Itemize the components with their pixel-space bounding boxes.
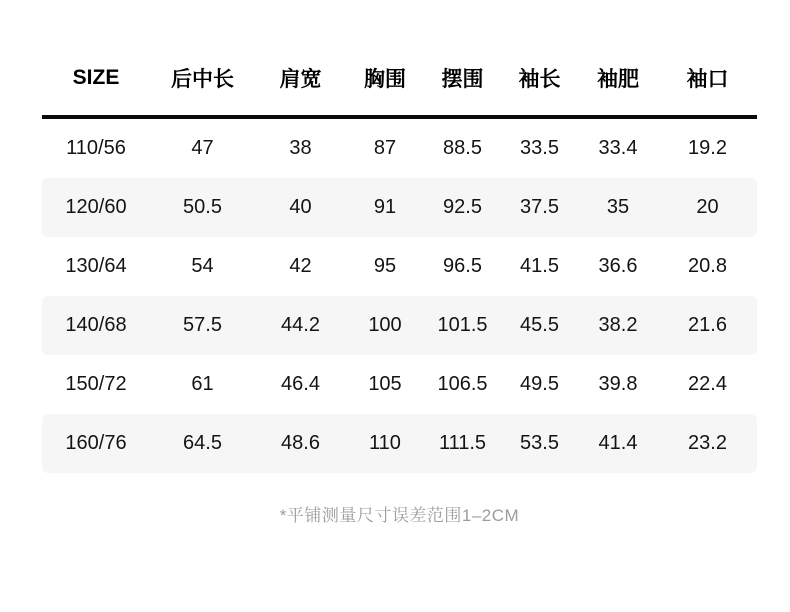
value-cell: 100 <box>346 296 424 355</box>
value-cell: 48.6 <box>255 414 346 473</box>
table-row <box>42 414 757 473</box>
value-cell: 38 <box>289 137 312 159</box>
value-cell: 110 <box>346 414 424 473</box>
value-cell: 105 <box>368 373 402 395</box>
value-cell: 92.5 <box>424 178 501 237</box>
header-row <box>42 40 757 119</box>
value-cell: 45.5 <box>501 296 578 355</box>
size-table <box>42 40 757 473</box>
value-cell: 101.5 <box>424 296 501 355</box>
size-cell: 110/56 <box>66 137 126 159</box>
table-row <box>42 296 757 355</box>
value-cell: 44.2 <box>255 296 346 355</box>
value-cell: 23.2 <box>658 414 757 473</box>
value-cell: 22.4 <box>688 373 727 395</box>
column-header: 胸围 <box>346 40 424 119</box>
value-cell: 111.5 <box>424 414 501 473</box>
column-header: 袖长 <box>501 40 578 119</box>
value-cell: 41.5 <box>520 255 559 277</box>
value-cell: 39.8 <box>598 373 638 395</box>
value-cell: 36.6 <box>598 255 638 277</box>
value-cell: 19.2 <box>688 137 727 159</box>
value-cell: 33.4 <box>598 137 638 159</box>
size-table-head <box>42 40 757 119</box>
value-cell: 57.5 <box>150 296 255 355</box>
value-cell: 40 <box>255 178 346 237</box>
value-cell: 21.6 <box>658 296 757 355</box>
table-row <box>42 355 757 414</box>
column-header: 摆围 <box>424 40 501 119</box>
value-cell: 106.5 <box>437 373 488 395</box>
value-cell: 37.5 <box>501 178 578 237</box>
value-cell: 38.2 <box>578 296 658 355</box>
value-cell: 61 <box>191 373 214 395</box>
value-cell: 50.5 <box>150 178 255 237</box>
size-cell: 150/72 <box>65 373 127 395</box>
value-cell: 54 <box>191 255 214 277</box>
value-cell: 88.5 <box>443 137 482 159</box>
value-cell: 20 <box>658 178 757 237</box>
size-table-body <box>42 119 757 473</box>
table-row <box>42 119 757 178</box>
column-header: 袖肥 <box>578 40 658 119</box>
size-cell: 130/64 <box>65 255 127 277</box>
value-cell: 95 <box>373 255 397 277</box>
value-cell: 91 <box>346 178 424 237</box>
column-header-size: SIZE <box>42 40 150 119</box>
column-header: 后中长 <box>150 40 255 119</box>
measurement-tolerance-note: *平铺测量尺寸误差范围1–2CM <box>279 506 520 525</box>
value-cell: 46.4 <box>281 373 320 395</box>
value-cell: 35 <box>578 178 658 237</box>
value-cell: 33.5 <box>520 137 559 159</box>
table-row <box>42 178 757 237</box>
size-cell: 140/68 <box>42 296 150 355</box>
value-cell: 96.5 <box>443 255 482 277</box>
column-header: 袖口 <box>658 40 757 119</box>
table-row <box>42 237 757 296</box>
value-cell: 53.5 <box>501 414 578 473</box>
value-cell: 87 <box>373 137 397 159</box>
size-cell: 120/60 <box>42 178 150 237</box>
value-cell: 20.8 <box>688 255 727 277</box>
value-cell: 64.5 <box>150 414 255 473</box>
value-cell: 47 <box>191 137 214 159</box>
value-cell: 49.5 <box>520 373 559 395</box>
column-header: 肩宽 <box>255 40 346 119</box>
value-cell: 41.4 <box>578 414 658 473</box>
value-cell: 42 <box>289 255 312 277</box>
size-cell: 160/76 <box>42 414 150 473</box>
